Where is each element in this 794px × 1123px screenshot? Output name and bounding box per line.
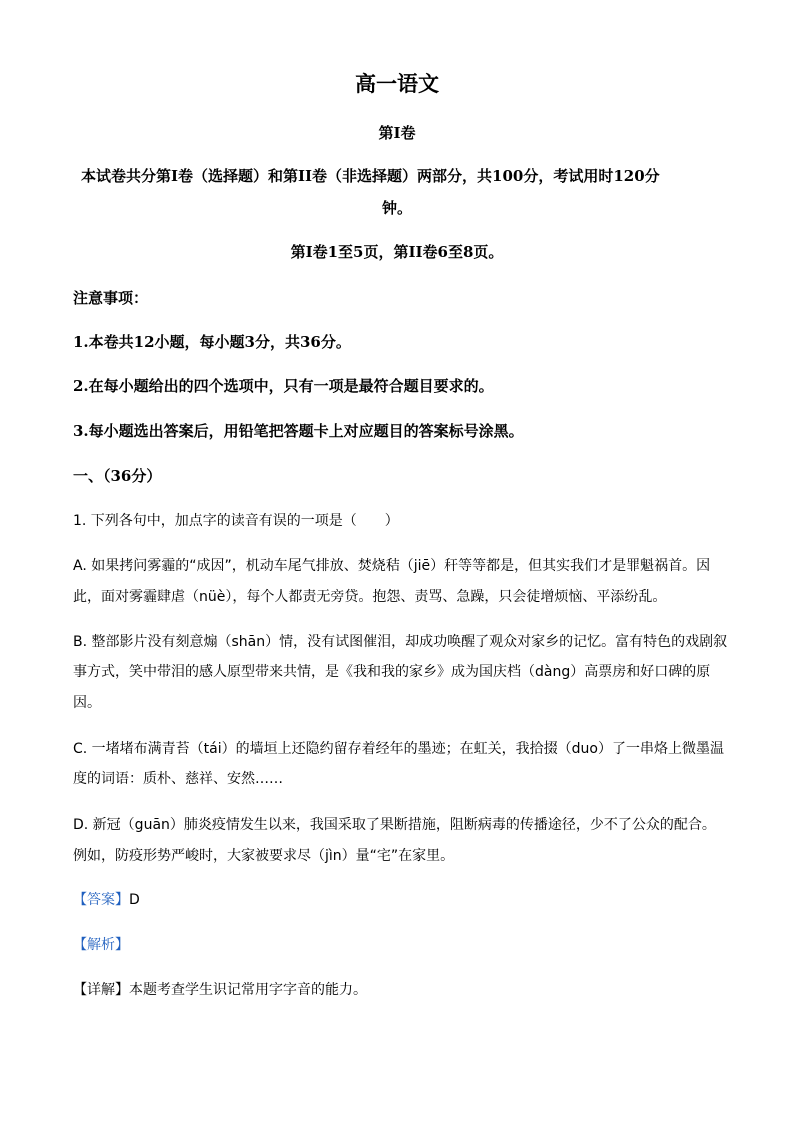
- answer-row: [73, 889, 140, 909]
- note-item: 1.本卷共12小题，每小题3分，共36分。: [73, 333, 351, 351]
- analysis-row: [73, 934, 129, 954]
- question-stem: 1. 下列各句中，加点字的读音有误的一项是（ ）: [73, 513, 399, 529]
- option-c-line: C. 一堵堵布满青苔（tái）的墙垣上还隐约留存着经年的墨迹；在虹关，我拾掇（duo）了一串烙上微墨温: [73, 741, 724, 757]
- note-item: 2.在每小题给出的四个选项中，只有一项是最符合题目要求的。: [73, 377, 494, 395]
- note-item: 3.每小题选出答案后，用铅笔把答题卡上对应题目的答案标号涂黑。: [73, 422, 524, 440]
- volume-heading: 第I卷: [378, 124, 416, 142]
- option-d-line: D. 新冠（guān）肺炎疫情发生以来，我国采取了果断措施，阻断病毒的传播途径，少不了公众的配合。: [73, 817, 716, 833]
- detail-label: 【详解】: [73, 982, 129, 998]
- pages-info: 第I卷1至5页，第II卷6至8页。: [290, 243, 504, 261]
- analysis-label: 【解析】: [73, 937, 129, 953]
- detail-text: 本题考查学生识记常用字字音的能力。: [129, 982, 367, 998]
- option-b-line: 因。: [73, 695, 101, 711]
- option-b-line: B. 整部影片没有刻意煽（shān）情，没有试图催泪，却成功唤醒了观众对家乡的记忆。富有特色的戏剧叙: [73, 634, 728, 650]
- option-a-line: A. 如果拷问雾霾的“成因”，机动车尾气排放、焚烧秸（jiē）秆等等都是，但其实我们才是罪魁祸首。因: [73, 558, 711, 574]
- page-title: 高一语文: [355, 71, 439, 96]
- intro-line-2: 钟。: [381, 199, 412, 217]
- intro-line-1: 本试卷共分第I卷（选择题）和第II卷（非选择题）两部分，共100分，考试用时120分: [81, 167, 660, 185]
- notes-heading: 注意事项：: [73, 289, 149, 307]
- answer-label: 【答案】: [73, 892, 129, 908]
- answer-value: D: [129, 892, 140, 908]
- option-a-line: 此，面对雾霾肆虐（nüè），每个人都责无旁贷。抱怨、责骂、急躁，只会徒增烦恼、平添纷乱。: [73, 589, 667, 605]
- option-b-line: 事方式，笑中带泪的感人原型带来共情，是《我和我的家乡》成为国庆档（dàng）高票房和好口碑的原: [73, 664, 711, 680]
- section-heading: 一、（36分）: [73, 467, 162, 485]
- option-d-line: 例如，防疫形势严峻时，大家被要求尽（jìn）量“宅”在家里。: [73, 848, 455, 864]
- detail-row: [73, 979, 367, 999]
- option-c-line: 度的词语：质朴、慈祥、安然……: [73, 771, 283, 787]
